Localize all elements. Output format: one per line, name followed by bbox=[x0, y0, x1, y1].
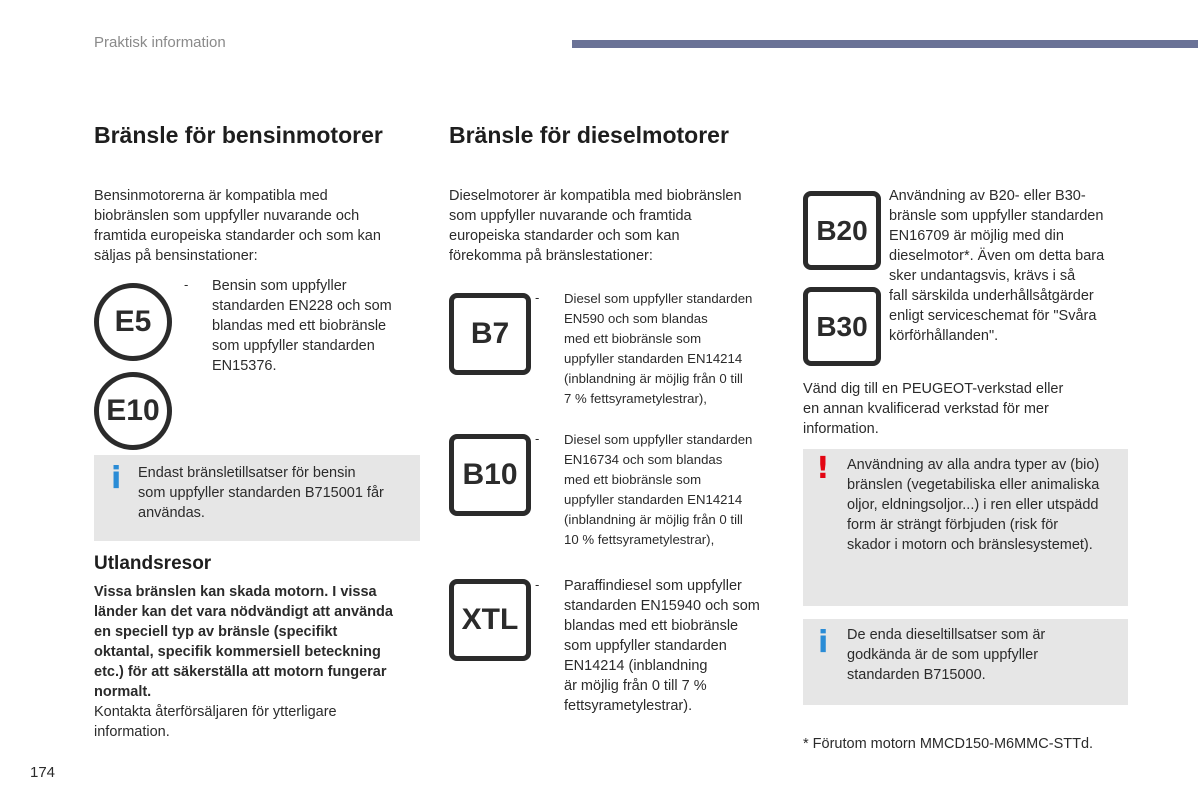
xtl-dash: - bbox=[535, 577, 540, 592]
b7-dash: - bbox=[535, 290, 540, 305]
footnote: * Förutom motorn MMCD150-M6MMC-STTd. bbox=[803, 736, 1094, 752]
info-icon: i bbox=[818, 625, 829, 660]
b20-b30-text: Användning av B20- eller B30- bränsle som uppfyller standarden EN16709 är möjlig med din dieselmotor*. Även om detta bara sker undantagsvis, krävs i så fall särskilda underhållsåtgärder enligt serviceschemat för "Svåra körförhållanden". bbox=[889, 188, 1105, 344]
gasoline-additive-note bbox=[94, 455, 420, 541]
page-number: 174 bbox=[30, 764, 56, 781]
header-bar bbox=[572, 40, 1198, 48]
gasoline-heading: Bränsle för bensinmotorer bbox=[94, 122, 383, 148]
gasoline-intro: Bensinmotorerna är kompatibla med biobränslen som uppfyller nuvarande och framtida europeiska standarder och som kan säljas på bensinstationer: bbox=[94, 188, 381, 264]
gasoline-item-dash: - bbox=[184, 277, 189, 292]
e5-badge: E5 bbox=[94, 283, 172, 361]
b10-badge: B10 bbox=[449, 434, 531, 516]
abroad-text: Vissa bränslen kan skada motorn. I vissa länder kan det vara nödvändigt att använda en speciell typ av bränsle (specifikt oktantal, specifik kommersiell beteckning etc.) för att säkerställa att motorn fungerar normalt. Kontakta återförsäljaren för ytterligare information. bbox=[94, 584, 393, 740]
diesel-info-text: De enda dieseltillsatser som är godkända är de som uppfyller standarden B715000. bbox=[847, 627, 1046, 683]
diesel-additive-note bbox=[803, 619, 1128, 705]
xtl-text: Paraffindiesel som uppfyller standarden EN15940 och som blandas med ett biobränsle som uppfyller standarden EN14214 (inblandning är möjlig från 0 till 7 % fettsyrametylestrar). bbox=[564, 578, 760, 714]
b20-badge: B20 bbox=[803, 191, 881, 270]
section-label: Praktisk information bbox=[94, 34, 226, 51]
diesel-intro: Dieselmotorer är kompatibla med biobränslen som uppfyller nuvarande och framtida europeiska standarder och som kan förekomma på bränslestationer: bbox=[449, 188, 742, 264]
b10-dash: - bbox=[535, 431, 540, 446]
b10-text: Diesel som uppfyller standarden EN16734 och som blandas med ett biobränsle som uppfyller standarden EN14214 (inblandning är möjlig från 0 till 10 % fettsyrametylestrar), bbox=[564, 432, 753, 547]
b30-badge: B30 bbox=[803, 287, 881, 366]
diesel-heading: Bränsle för dieselmotorer bbox=[449, 122, 729, 148]
gasoline-item-text: Bensin som uppfyller standarden EN228 och som blandas med ett biobränsle som uppfyller standarden EN15376. bbox=[212, 278, 392, 374]
info-icon: i bbox=[111, 461, 122, 496]
warning-note bbox=[803, 449, 1128, 606]
b7-text: Diesel som uppfyller standarden EN590 och som blandas med ett biobränsle som uppfyller standarden EN14214 (inblandning är möjlig från 0 till 7 % fettsyrametylestrar), bbox=[564, 291, 753, 406]
warning-text: Användning av alla andra typer av (bio) bränslen (vegetabiliska eller animaliska oljor, eldningsoljor...) i ren eller utspädd form är strängt förbjuden (risk för skador i motorn och bränslesystemet). bbox=[847, 457, 1100, 553]
warning-icon: ! bbox=[816, 451, 830, 486]
workshop-text: Vänd dig till en PEUGEOT-verkstad eller en annan kvalificerad verkstad för mer information. bbox=[803, 381, 1064, 437]
xtl-badge: XTL bbox=[449, 579, 531, 661]
e10-badge: E10 bbox=[94, 372, 172, 450]
b7-badge: B7 bbox=[449, 293, 531, 375]
abroad-heading: Utlandsresor bbox=[94, 553, 212, 574]
gasoline-note-text: Endast bränsletillsatser för bensin som uppfyller standarden B715001 får användas. bbox=[138, 465, 384, 521]
